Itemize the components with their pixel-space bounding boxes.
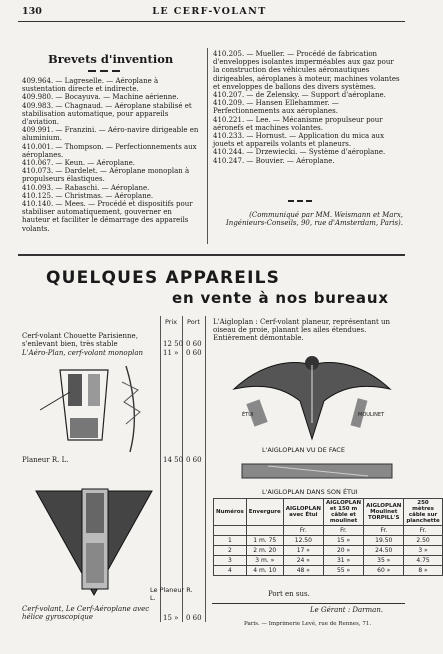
table-cell: 24.50 <box>364 546 404 556</box>
communique: (Communiqué par MM. Weismann et Marx, Ingénieurs-Conseils, 90, rue d'Amsterdam, Paris). <box>226 211 403 228</box>
planeur-cell <box>86 543 104 583</box>
caption-etui: L'AIGLOPLAN DANS SON ÉTUI <box>262 488 358 496</box>
table-cell: 8 » <box>404 566 442 576</box>
brevet-item: 410.140. — Mees. — Procédé et dispositifs pour stabiliser automatiquement, gouverner en hauteur et faciliter le démarrage des appareils volants. <box>22 200 193 233</box>
table-unit-cell <box>246 526 283 536</box>
brevet-item: 410.247. — Bouvier. — Aéroplane. <box>213 156 335 165</box>
table-unit-cell <box>214 526 247 536</box>
brevet-item: 410.205. — Mueller. — Procédé de fabrication d'enveloppes isolantes imperméables aux gaz pour la construction des véhicules aéronautiques dirigeables, aéroplanes à moteur, machines volantes et enveloppes de ballons des divers systèmes. <box>213 50 400 91</box>
table-cell: 19.50 <box>364 536 404 546</box>
kite-illustrations <box>30 362 160 454</box>
item-planeur: Planeur R. L. <box>22 456 69 464</box>
appareils-title-line1: QUELQUES APPAREILS <box>46 268 281 288</box>
table-header-cell: 250 mètres câble sur planchette <box>404 499 442 526</box>
footer-rule <box>212 603 405 604</box>
box-kite-panel <box>70 418 98 438</box>
item-aeroplan-prix: 11 » <box>163 349 179 357</box>
table-cell: 2.50 <box>404 536 442 546</box>
brevet-item: 410.207. — de Zelensky. — Support d'aéroplane. <box>213 91 386 100</box>
planeur-illustration <box>34 483 154 603</box>
brevets-left-column <box>22 77 202 233</box>
box-kite-panel <box>88 374 100 406</box>
col-port-header: Port <box>187 318 200 326</box>
caption-face: L'AIGLOPLAN VU DE FACE <box>262 446 345 454</box>
item-cerf-aeroplane-prix: 15 » <box>163 614 179 622</box>
planeur-cell <box>86 493 104 533</box>
brevet-item: 410.221. — Lee. — Mécanisme propulseur pour aéronefs et machines volantes. <box>213 115 383 132</box>
item-chouette-port: 0 60 <box>186 340 202 348</box>
page-number: 130 <box>22 6 42 17</box>
table-cell: 12.50 <box>283 536 323 546</box>
caption-planeur: Le Planeur R. L. <box>150 586 193 602</box>
table-cell: 60 » <box>364 566 404 576</box>
price-col-rule <box>160 316 161 622</box>
item-aeroplan-port: 0 60 <box>186 349 202 357</box>
table-unit-cell: Fr. <box>364 526 404 536</box>
table-header-cell: Numéros <box>214 499 247 526</box>
table-cell: 3 <box>214 556 247 566</box>
appareils-title-line2: en vente à nos bureaux <box>172 289 389 307</box>
col-prix-header: Prix <box>165 318 178 326</box>
table-header-cell: Envergure <box>246 499 283 526</box>
item-planeur-prix: 14 50 <box>163 456 184 464</box>
aigloplan-bird-illustration <box>232 343 392 443</box>
item-aeroplan: L'Aéro-Plan, cerf-volant monoplan <box>22 349 143 357</box>
port-en-sus: Port en sus. <box>268 590 310 598</box>
brevet-item: 410.244. — Drzewiecki. — Système d'aéroplane. <box>213 148 386 157</box>
table-cell: 3 m. » <box>246 556 283 566</box>
table-header-cell: AIGLOPLAN Moulinet TORPILL'S <box>364 499 404 526</box>
ornament-dash <box>306 200 312 202</box>
table-cell: 1 <box>214 536 247 546</box>
table-row <box>214 536 443 546</box>
brevet-item: 410.073. — Dardelet. — Aéroplane monoplan à propulseurs élastiques. <box>22 167 190 184</box>
table-cell: 24 » <box>283 556 323 566</box>
brevet-item: 409.983. — Chagnaud. — Aéroplane stabilisé et stabilisation automatique, pour appareils d'aviation. <box>22 101 192 127</box>
item-cerf-aeroplane: Cerf-volant, Le Cerf-Aéroplane avec hélice gyroscopique <box>22 605 150 622</box>
aigloplan-description: L'Aigloplan : Cerf-volant planeur, représentant un oiseau de proie, planant les ailes étendues. Entièrement démontable. <box>213 318 391 343</box>
imprimerie: Paris. — Imprimerie Levé, rue de Rennes, 71. <box>244 621 372 627</box>
table-row <box>214 546 443 556</box>
table-cell: 20 » <box>323 546 363 556</box>
table-cell: 2 <box>214 546 247 556</box>
table-cell: 17 » <box>283 546 323 556</box>
item-planeur-port: 0 60 <box>186 456 202 464</box>
table-cell: 4 <box>214 566 247 576</box>
price-col-rule <box>205 316 206 622</box>
brevet-item: 410.001. — Thompson. — Perfectionnements aux aéroplanes. <box>22 142 197 159</box>
brevet-item: 409.964. — Lagreselle. — Aéroplane à sustentation directe et indirecte. <box>22 77 159 94</box>
table-cell: 4.75 <box>404 556 442 566</box>
brevet-item: 410.067. — Keun. — Aéroplane. <box>22 159 136 168</box>
table-unit-row <box>214 526 443 536</box>
brevet-item: 410.233. — Hornust. — Application du mica aux jouets et appareils volants et planeurs. <box>213 132 385 149</box>
price-col-rule <box>182 316 183 622</box>
box-kite-panel <box>68 374 82 406</box>
table-unit-cell: Fr. <box>404 526 442 536</box>
table-cell: 31 » <box>323 556 363 566</box>
table-header-cell: AIGLOPLAN avec Étui <box>283 499 323 526</box>
ornament-dash <box>88 70 96 72</box>
table-cell: 1 m. 75 <box>246 536 283 546</box>
label-etui: ÉTUI <box>242 412 254 418</box>
brevet-item: 409.980. — Bocayuva. — Machine aérienne. <box>22 93 179 102</box>
table-cell: 4 m. 10 <box>246 566 283 576</box>
item-cerf-aeroplane-port: 0 60 <box>186 614 202 622</box>
ornament-dash <box>100 70 108 72</box>
item-chouette-prix: 12 50 <box>163 340 184 348</box>
table-cell: 3 » <box>404 546 442 556</box>
table-header-row <box>214 499 443 526</box>
table-cell: 15 » <box>323 536 363 546</box>
item-chouette: Cerf-volant Chouette Parisienne, s'enlevant bien, très stable <box>22 332 138 349</box>
table-row <box>214 566 443 576</box>
table-row <box>214 556 443 566</box>
brevets-title: Brevets d'invention <box>48 52 174 66</box>
column-divider <box>207 48 208 244</box>
label-moulinet: MOULINET <box>358 412 385 418</box>
kite-string <box>40 392 70 410</box>
table-cell: 55 » <box>323 566 363 576</box>
ornament-dash <box>288 200 294 202</box>
table-cell: 35 » <box>364 556 404 566</box>
section-rule <box>18 254 405 256</box>
table-unit-cell: Fr. <box>323 526 363 536</box>
table-cell: 2 m. 20 <box>246 546 283 556</box>
monoplan-stick <box>126 366 134 452</box>
page-header <box>22 6 397 20</box>
brevet-item: 410.209. — Hansen Ellehammer. — Perfectionnements aux aéroplanes. <box>213 99 339 116</box>
header-rule <box>18 21 405 22</box>
brevet-item: 410.125. — Christmas. — Aéroplane. <box>22 191 154 200</box>
running-head: LE CERF-VOLANT <box>152 6 267 17</box>
gerant: Le Gérant : Darman. <box>310 606 384 614</box>
table-unit-cell: Fr. <box>283 526 323 536</box>
table-header-cell: AIGLOPLAN et 150 m câble et moulinet <box>323 499 363 526</box>
aigloplan-etui-illustration <box>238 458 398 486</box>
brevets-right-column <box>213 50 401 165</box>
table-cell: 48 » <box>283 566 323 576</box>
brevet-item: 409.991. — Franzini. — Aéro-navire dirigeable en aluminium. <box>22 126 199 143</box>
price-table <box>213 498 443 576</box>
ornament-dash <box>112 70 120 72</box>
brevet-item: 410.093. — Rabaschi. — Aéroplane. <box>22 183 150 192</box>
ornament-dash <box>297 200 303 202</box>
